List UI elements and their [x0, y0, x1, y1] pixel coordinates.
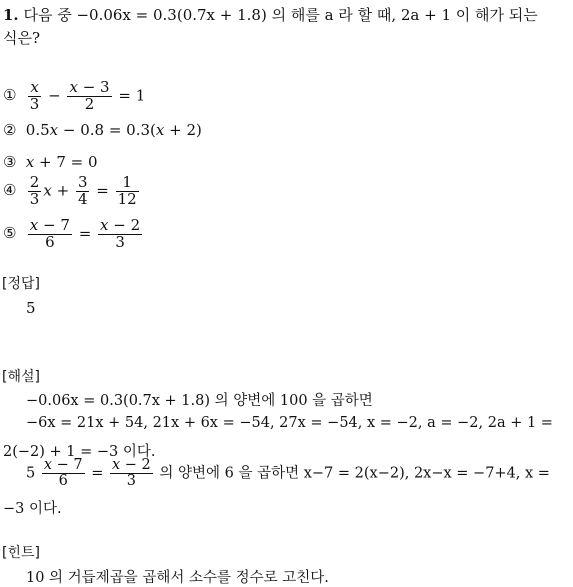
- fraction: $\frac{x - 2}{3}$: [100, 216, 141, 251]
- question-number: 1.: [3, 6, 19, 24]
- explanation-line3: 2(−2) + 1 = −3 이다.: [3, 444, 156, 460]
- fraction: $\frac{2}{3}$: [29, 173, 40, 208]
- choice-1[interactable]: ① $\frac{x}{3}$ − $\frac{x - 3}{2}$ = 1: [3, 78, 146, 113]
- explanation-heading: [해설]: [2, 369, 40, 385]
- explanation-line1: −0.06x = 0.3(0.7x + 1.8) 의 양변에 100 을 곱하면: [26, 393, 373, 409]
- multiplier: 5: [26, 465, 36, 482]
- answer-heading: [정답]: [2, 276, 40, 292]
- answer-value: 5: [26, 299, 36, 317]
- explanation-line4-text: 의 양변에 6 을 곱하면 x−7 = 2(x−2), 2x−x = −7+4, x =: [159, 465, 550, 482]
- fraction: $\frac{x - 7}{6}$: [43, 457, 83, 490]
- explanation-line2: −6x = 21x + 54, 21x + 6x = −54, 27x = −54, x = −2, a = −2, 2a + 1 =: [26, 415, 553, 431]
- hint-text: 10 의 거듭제곱을 곱해서 소수를 정수로 고친다.: [26, 570, 329, 586]
- explanation-line4: 5 $\frac{x - 7}{6}$ = $\frac{x - 2}{3}$ 의 양변에 6 을 곱하면 x−7 = 2(x−2), 2x−x = −7+4, x =: [26, 457, 550, 490]
- choice-2[interactable]: ② 0.5x − 0.8 = 0.3(x + 2): [3, 121, 202, 139]
- question-stem-line1: [3, 4, 538, 25]
- choice-mark: ②: [3, 121, 17, 139]
- question-stem-line2: 식은?: [3, 29, 41, 47]
- choice-5[interactable]: ⑤ $\frac{x - 7}{6}$ = $\frac{x - 2}{3}$: [3, 216, 141, 251]
- explanation-line5: −3 이다.: [3, 501, 62, 517]
- fraction: $\frac{1}{12}$: [117, 173, 137, 208]
- fraction: $\frac{x}{3}$: [29, 78, 40, 113]
- fraction: $\frac{x - 3}{2}$: [69, 78, 110, 113]
- choice-4[interactable]: ④ $\frac{2}{3}$ x + $\frac{3}{4}$ = $\frac{1}{12}$: [3, 173, 137, 208]
- fraction: $\frac{x - 2}{3}$: [112, 457, 151, 490]
- fraction: $\frac{3}{4}$: [77, 173, 88, 208]
- choice-mark: ③: [3, 153, 17, 171]
- question-text: 다음 중 −0.06x = 0.3(0.7x + 1.8) 의 해를 a 라 할 때, 2a + 1 이 해가 되는: [23, 6, 538, 24]
- choice-mark: ④: [3, 181, 17, 200]
- hint-heading: [힌트]: [2, 545, 40, 561]
- choice-3[interactable]: ③ x + 7 = 0: [3, 153, 98, 171]
- fraction: $\frac{x - 7}{6}$: [29, 216, 70, 251]
- choice-mark: ①: [3, 86, 17, 105]
- choice-mark: ⑤: [3, 224, 17, 243]
